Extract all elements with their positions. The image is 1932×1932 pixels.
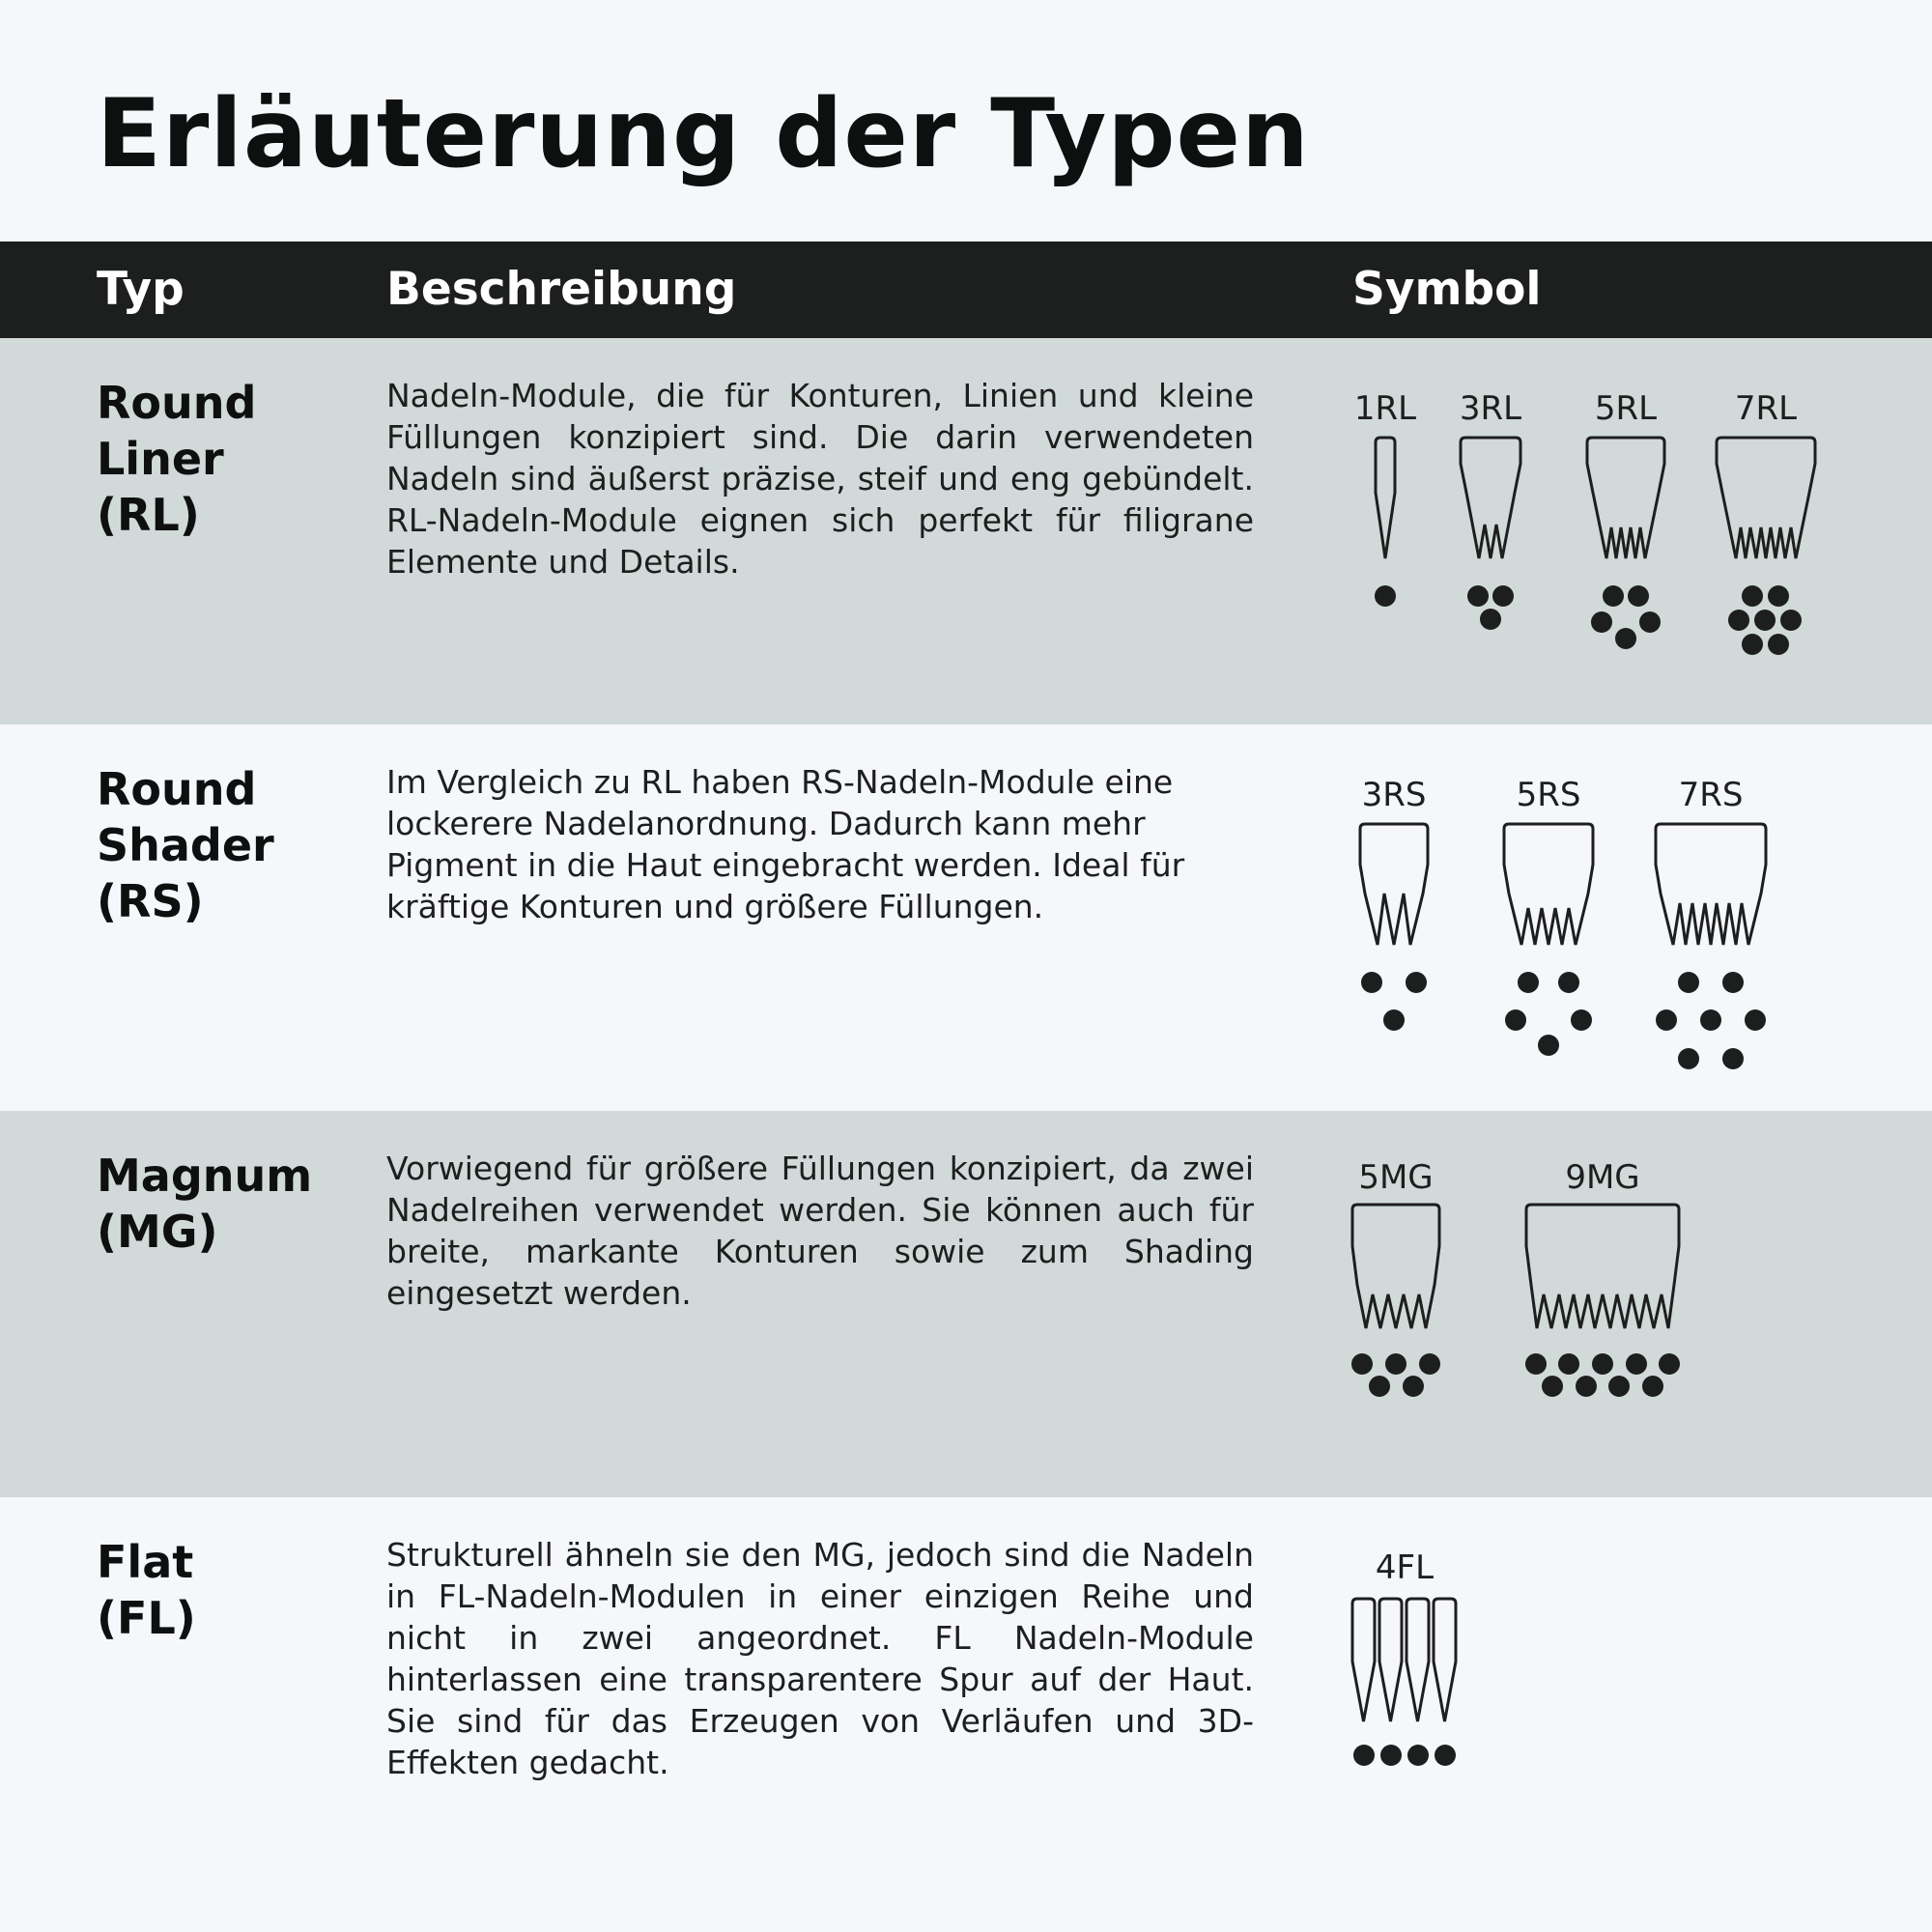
svg-text:7RS: 7RS (1678, 776, 1744, 814)
type-label: Magnum (MG) (97, 1150, 313, 1258)
header-type: Typ (97, 263, 185, 316)
rl-symbols (0, 338, 1932, 724)
svg-text:7RL: 7RL (1734, 389, 1798, 428)
table-row-rs (0, 724, 1932, 1111)
svg-text:5MG: 5MG (1358, 1158, 1434, 1197)
svg-text:9MG: 9MG (1565, 1158, 1640, 1197)
header-description: Beschreibung (386, 263, 737, 316)
needle-9mg-icon (1525, 1158, 1680, 1397)
type-description: Nadeln-Module, die für Konturen, Linien und kleine Füllungen konzipiert sind. Die darin verwendeten Nadeln sind äußerst präzise, steif und eng gebündelt. RL-Nadeln-Module eignen sich perfekt für filigrane Elemente und Details. (386, 377, 1254, 581)
mg-symbols (0, 1111, 1932, 1497)
svg-text:3RL: 3RL (1459, 389, 1522, 428)
table-row-fl (0, 1497, 1932, 1884)
needle-1rl-icon (1354, 389, 1416, 607)
svg-text:4FL: 4FL (1375, 1548, 1435, 1587)
svg-text:1RL: 1RL (1353, 389, 1417, 428)
needle-3rl-icon (1460, 389, 1521, 630)
type-description: Strukturell ähneln sie den MG, jedoch sind die Nadeln in FL-Nadeln-Modulen in einer einzigen Reihe und nicht in zwei angeordnet. FL Nadeln-Module hinterlassen eine transparentere Spur auf der Haut. Sie sind für das Erzeugen von Verläufen und 3D-Effekten gedacht. (386, 1536, 1254, 1781)
needle-5rs-icon (1504, 776, 1593, 1056)
table-row-rl (0, 338, 1932, 724)
table-header (0, 242, 1932, 338)
needle-5mg-icon (1351, 1158, 1440, 1397)
needle-7rl-icon (1717, 389, 1815, 655)
svg-text:3RS: 3RS (1361, 776, 1427, 814)
svg-text:5RL: 5RL (1594, 389, 1658, 428)
type-label: Round Shader (RS) (97, 763, 274, 927)
svg-text:5RS: 5RS (1516, 776, 1581, 814)
table-row-mg (0, 1111, 1932, 1497)
rs-symbols (0, 724, 1932, 1111)
page-title: Erläuterung der Typen (97, 79, 1310, 189)
type-label: Flat (FL) (97, 1536, 196, 1644)
type-description: Im Vergleich zu RL haben RS-Nadeln-Module eine lockerere Nadelanordnung. Dadurch kann mehr Pigment in die Haut eingebracht werden. Ideal für kräftige Konturen und größere Füllungen. (386, 763, 1185, 925)
header-symbol: Symbol (1352, 263, 1542, 316)
needle-3rs-icon (1360, 776, 1428, 1031)
type-description: Vorwiegend für größere Füllungen konzipiert, da zwei Nadelreihen verwendet werden. Sie können auch für breite, markante Konturen sowie zum Shading eingesetzt werden. (386, 1150, 1254, 1312)
fl-symbols (0, 1497, 1932, 1884)
type-label: Round Liner (RL) (97, 377, 257, 541)
needle-5rl-icon (1587, 389, 1664, 649)
needle-7rs-icon (1656, 776, 1766, 1069)
needle-4fl-icon (1352, 1548, 1456, 1766)
